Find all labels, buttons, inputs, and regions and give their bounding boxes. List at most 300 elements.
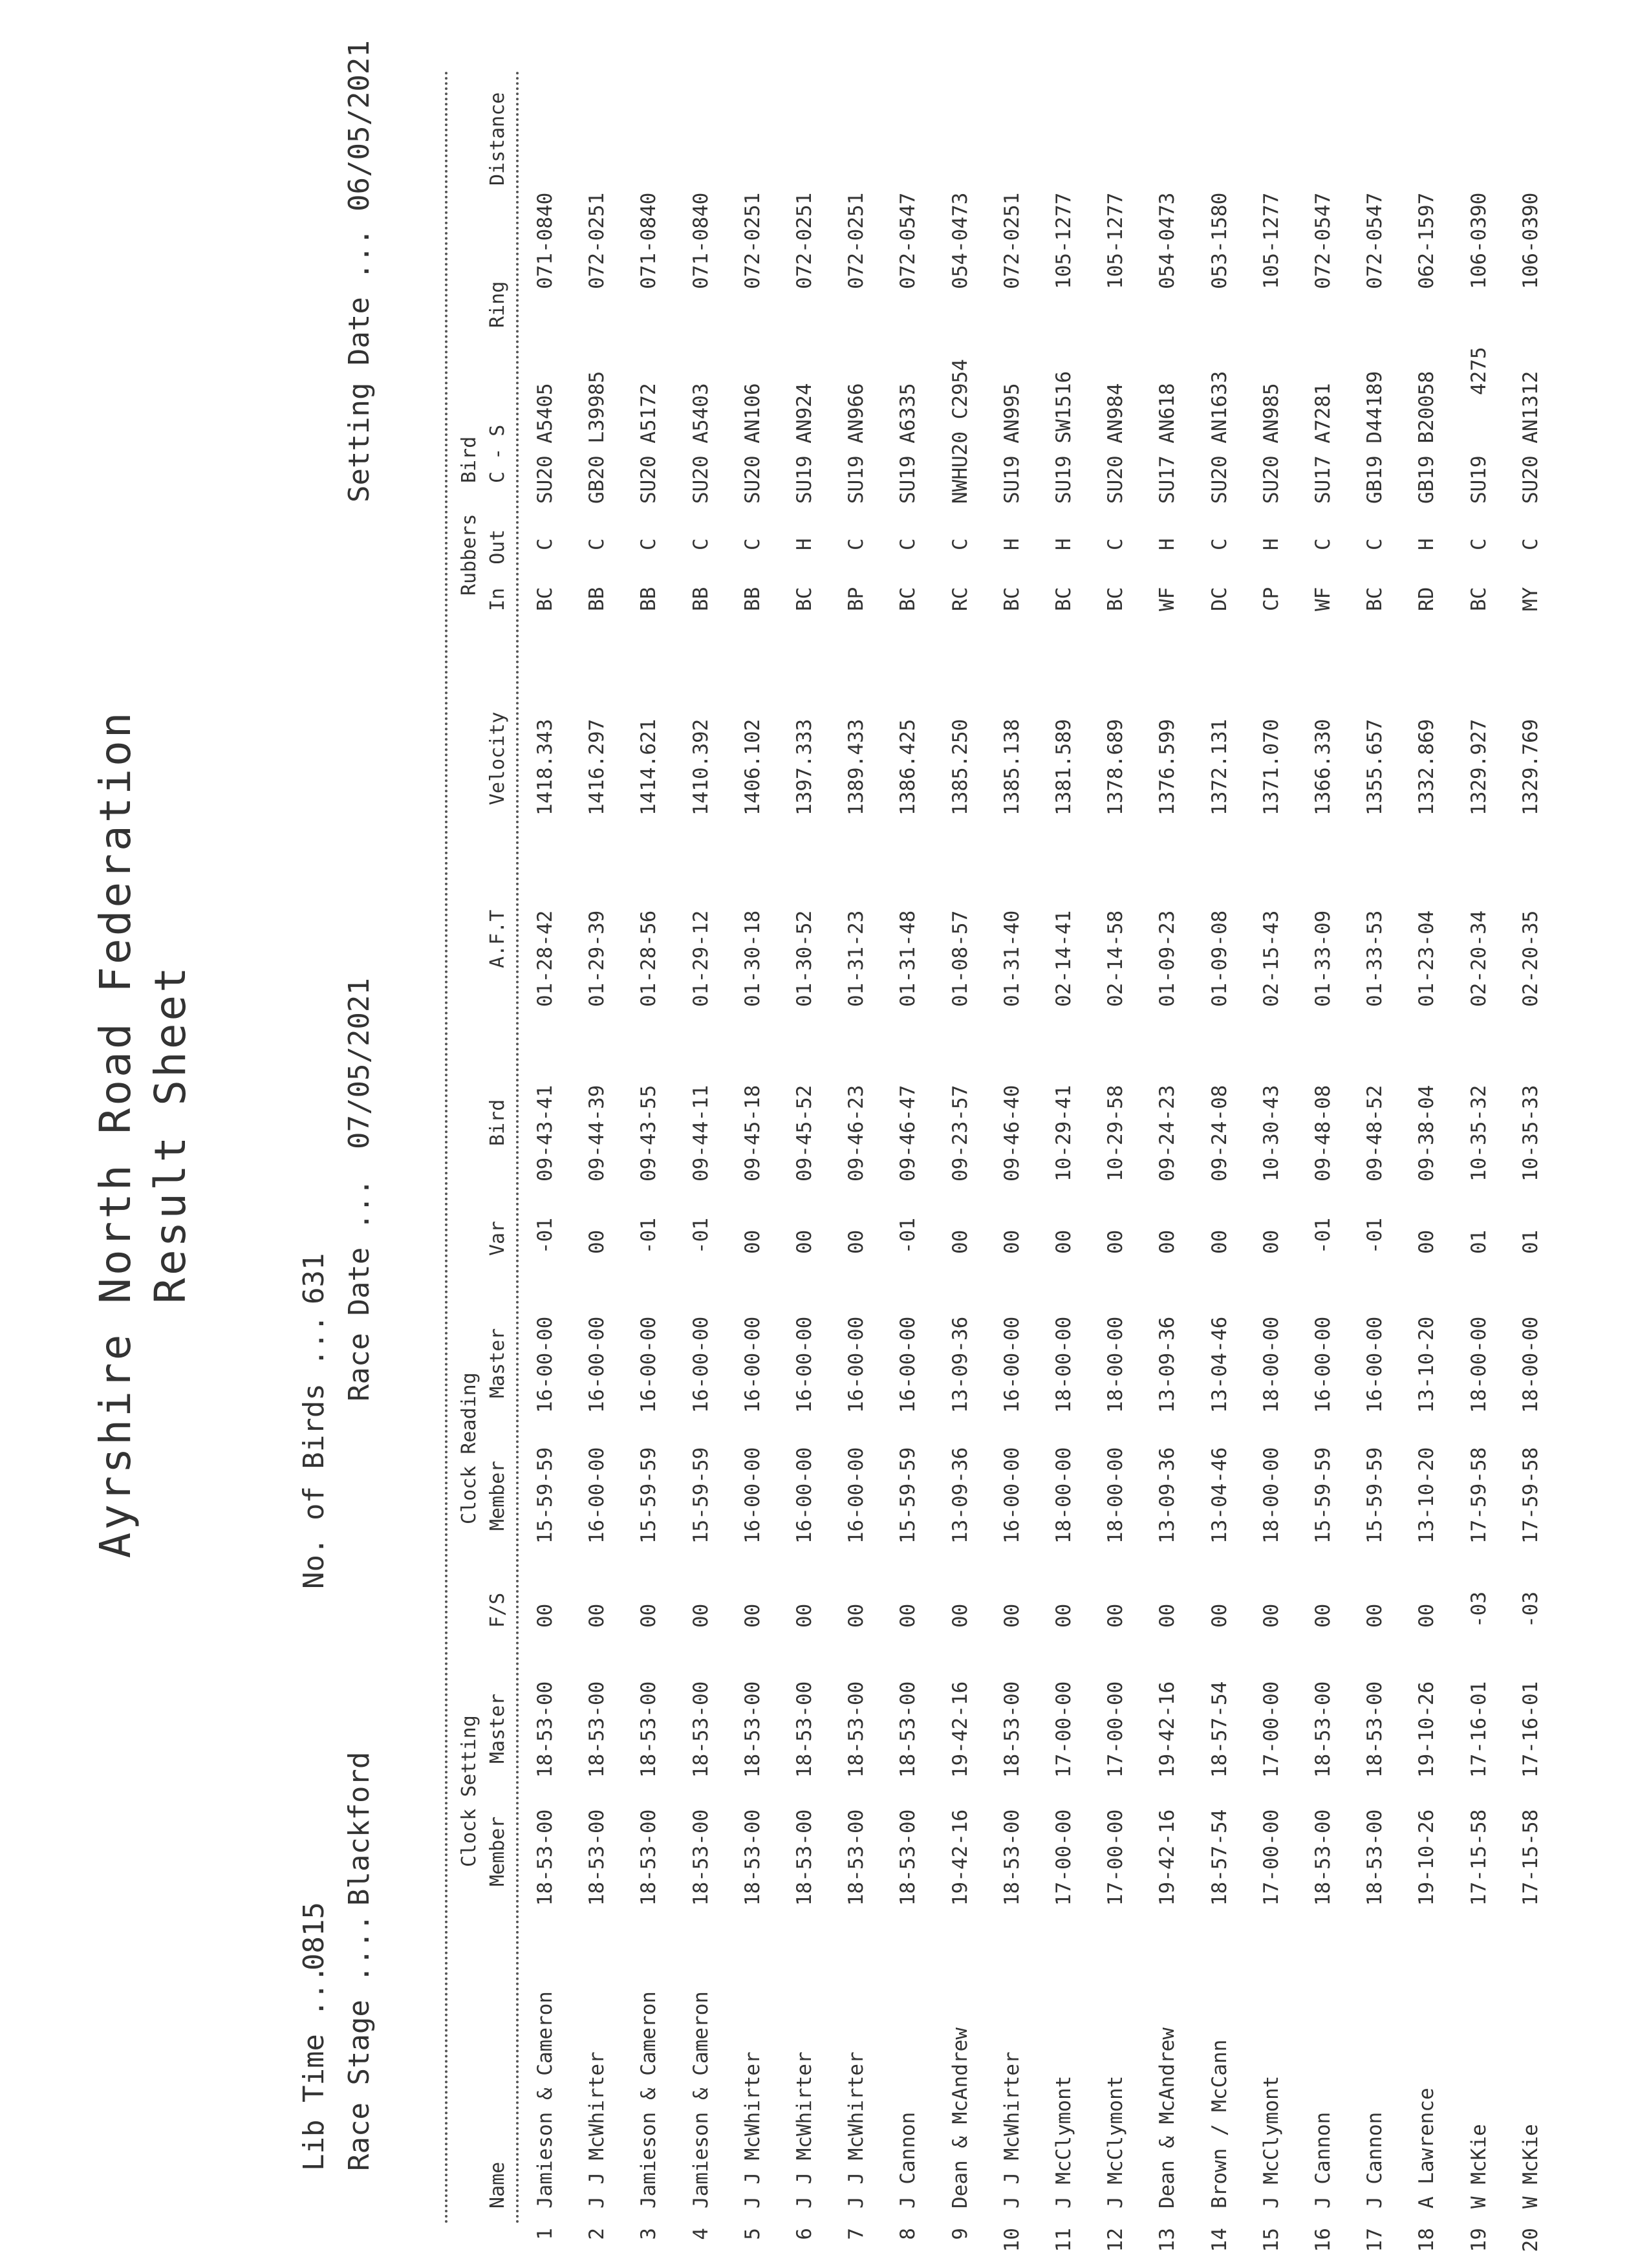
bird-time-cell: 09-45-52 bbox=[793, 1085, 816, 1182]
velocity-cell: 1378.689 bbox=[1104, 718, 1128, 815]
bird-time-cell: 09-38-04 bbox=[1415, 1085, 1439, 1182]
ring-number-cell: 072-0251 bbox=[740, 192, 764, 289]
rubber-out-cell: C bbox=[1104, 538, 1128, 550]
bird-ring-code-cell: SU19 AN995 bbox=[1000, 383, 1024, 504]
clock-setting-member-cell: 18-53-00 bbox=[1311, 1809, 1335, 1906]
race-date-value: 07/05/2021 bbox=[343, 978, 376, 1149]
bird-time-cell: 09-24-08 bbox=[1207, 1085, 1231, 1182]
clock-reading-member-cell: 17-59-58 bbox=[1467, 1447, 1491, 1544]
fast-slow-cell: 00 bbox=[1000, 1603, 1024, 1628]
velocity-cell: 1332.869 bbox=[1415, 718, 1439, 815]
no-of-birds-label: No. of Birds ... bbox=[297, 1315, 330, 1589]
member-name-cell: Jamieson & Cameron bbox=[689, 1991, 713, 2209]
velocity-cell: 1389.433 bbox=[845, 718, 868, 815]
variation-cell: 00 bbox=[1415, 1229, 1439, 1254]
aft-time-cell: 01-30-18 bbox=[740, 910, 764, 1007]
bird-cs-header: C - S bbox=[486, 424, 509, 483]
variation-cell: -01 bbox=[637, 1218, 661, 1254]
bird-ring-code-cell: SU19 4275 bbox=[1467, 347, 1491, 504]
row-number-cell: 16 bbox=[1311, 2228, 1335, 2252]
clock-setting-master-cell: 18-53-00 bbox=[637, 1681, 661, 1778]
velocity-cell: 1385.138 bbox=[1000, 718, 1024, 815]
table-row bbox=[689, 0, 728, 2268]
member-name-cell: Dean & McAndrew bbox=[1156, 2027, 1180, 2209]
member-name-cell: W McKie bbox=[1518, 2124, 1542, 2209]
variation-cell: -01 bbox=[534, 1218, 557, 1254]
aft-time-cell: 02-14-41 bbox=[1052, 910, 1075, 1007]
row-number-cell: 7 bbox=[845, 2228, 868, 2240]
clock-reading-member-cell: 13-09-36 bbox=[948, 1447, 972, 1544]
bird-ring-code-cell: GB19 B20058 bbox=[1415, 371, 1439, 504]
clock-reading-master-cell: 16-00-00 bbox=[534, 1316, 557, 1413]
bird-time-cell: 10-30-43 bbox=[1259, 1085, 1283, 1182]
clock-reading-member-cell: 16-00-00 bbox=[1000, 1447, 1024, 1544]
fast-slow-cell: 00 bbox=[896, 1603, 920, 1628]
bird-time-cell: 10-29-41 bbox=[1052, 1085, 1075, 1182]
aft-time-cell: 01-31-40 bbox=[1000, 910, 1024, 1007]
clock-setting-master-cell: 18-53-00 bbox=[1363, 1681, 1387, 1778]
setting-date-label: Setting Date ... bbox=[343, 228, 376, 502]
bird-ring-code-cell: SU20 A5172 bbox=[637, 383, 661, 504]
row-number-cell: 8 bbox=[896, 2228, 920, 2240]
table-row bbox=[1052, 0, 1091, 2268]
bird-time-cell: 10-35-33 bbox=[1518, 1085, 1542, 1182]
ring-number-cell: 072-0251 bbox=[585, 192, 609, 289]
velocity-cell: 1416.297 bbox=[585, 718, 609, 815]
table-row bbox=[534, 0, 572, 2268]
rubber-in-cell: BC bbox=[1052, 587, 1075, 611]
table-row bbox=[793, 0, 832, 2268]
table-row bbox=[1104, 0, 1143, 2268]
variation-cell: 00 bbox=[1104, 1229, 1128, 1254]
row-number-cell: 17 bbox=[1363, 2228, 1387, 2252]
ring-number-cell: 106-0390 bbox=[1518, 192, 1542, 289]
clock-reading-master-cell: 16-00-00 bbox=[689, 1316, 713, 1413]
bird-ring-code-cell: SU20 A5403 bbox=[689, 383, 713, 504]
bird-ring-code-cell: GB20 L39985 bbox=[585, 371, 609, 504]
row-number-cell: 20 bbox=[1518, 2228, 1542, 2252]
ring-number-cell: 072-0251 bbox=[845, 192, 868, 289]
clock-reading-master-cell: 16-00-00 bbox=[845, 1316, 868, 1413]
member-name-cell: J McClymont bbox=[1104, 2075, 1128, 2209]
bird-time-cell: 09-44-39 bbox=[585, 1085, 609, 1182]
distance-header: Distance bbox=[486, 92, 509, 186]
table-row bbox=[1260, 0, 1299, 2268]
bird-time-cell: 09-46-40 bbox=[1000, 1085, 1024, 1182]
variation-cell: -01 bbox=[896, 1218, 920, 1254]
result-sheet-subtitle: Result Sheet bbox=[146, 964, 195, 1304]
rubber-in-cell: BP bbox=[845, 587, 868, 611]
rubber-in-cell: WF bbox=[1156, 587, 1180, 611]
clock-reading-master-cell: 18-00-00 bbox=[1467, 1316, 1491, 1413]
table-row bbox=[1311, 0, 1350, 2268]
table-row bbox=[1156, 0, 1194, 2268]
velocity-cell: 1406.102 bbox=[740, 718, 764, 815]
fast-slow-cell: 00 bbox=[1207, 1603, 1231, 1628]
bird-ring-code-cell: SU17 A7281 bbox=[1311, 383, 1335, 504]
bird-time-cell: 09-46-47 bbox=[896, 1085, 920, 1182]
ring-number-cell: 071-0840 bbox=[534, 192, 557, 289]
rubber-in-cell: CP bbox=[1259, 587, 1283, 611]
table-row bbox=[1467, 0, 1506, 2268]
clock-setting-member-cell: 17-15-58 bbox=[1467, 1809, 1491, 1906]
clock-reading-member-cell: 16-00-00 bbox=[845, 1447, 868, 1544]
rubber-out-cell: C bbox=[896, 538, 920, 550]
table-row bbox=[1208, 0, 1247, 2268]
fs-header: F/S bbox=[486, 1592, 509, 1628]
clock-reading-member-cell: 13-04-46 bbox=[1207, 1447, 1231, 1544]
bird-ring-code-cell: SU20 A5405 bbox=[534, 383, 557, 504]
fast-slow-cell: -03 bbox=[1467, 1592, 1491, 1628]
clock-setting-master-cell: 18-53-00 bbox=[845, 1681, 868, 1778]
rubber-in-cell: BB bbox=[740, 587, 764, 611]
ring-number-cell: 062-1597 bbox=[1415, 192, 1439, 289]
table-row bbox=[637, 0, 676, 2268]
rubber-out-cell: H bbox=[1415, 538, 1439, 550]
row-number-cell: 10 bbox=[1000, 2228, 1024, 2252]
clock-reading-master-cell: 16-00-00 bbox=[1000, 1316, 1024, 1413]
rubber-out-cell: C bbox=[740, 538, 764, 550]
bird-ring-code-cell: SU17 AN618 bbox=[1156, 383, 1180, 504]
clock-setting-member-cell: 19-10-26 bbox=[1415, 1809, 1439, 1906]
bird-time-cell: 09-44-11 bbox=[689, 1085, 713, 1182]
ring-number-cell: 072-0251 bbox=[1000, 192, 1024, 289]
fast-slow-cell: 00 bbox=[1052, 1603, 1075, 1628]
row-number-cell: 4 bbox=[689, 2228, 713, 2240]
variation-cell: 00 bbox=[1156, 1229, 1180, 1254]
fast-slow-cell: 00 bbox=[1259, 1603, 1283, 1628]
fast-slow-cell: 00 bbox=[948, 1603, 972, 1628]
velocity-cell: 1397.333 bbox=[793, 718, 816, 815]
bird-time-cell: 09-43-41 bbox=[534, 1085, 557, 1182]
member-name-cell: J J McWhirter bbox=[1000, 2051, 1024, 2209]
member-name-cell: J McClymont bbox=[1259, 2075, 1283, 2209]
rubber-out-cell: H bbox=[1052, 538, 1075, 550]
rubber-out-cell: C bbox=[637, 538, 661, 550]
clock-reading-master-cell: 16-00-00 bbox=[1363, 1316, 1387, 1413]
aft-time-cell: 02-20-35 bbox=[1518, 910, 1542, 1007]
bird-ring-code-cell: SU20 AN984 bbox=[1104, 383, 1128, 504]
ring-number-cell: 053-1580 bbox=[1207, 192, 1231, 289]
clock-setting-member-cell: 18-53-00 bbox=[689, 1809, 713, 1906]
variation-cell: 01 bbox=[1467, 1229, 1491, 1254]
clock-setting-member-cell: 17-00-00 bbox=[1259, 1809, 1283, 1906]
clock-setting-member-cell: 18-57-54 bbox=[1207, 1809, 1231, 1906]
member-name-cell: J J McWhirter bbox=[740, 2051, 764, 2209]
clock-setting-master-header: Master bbox=[486, 1693, 509, 1764]
bird-ring-code-cell: NWHU20 C2954 bbox=[948, 359, 972, 504]
ring-number-cell: 072-0547 bbox=[1311, 192, 1335, 289]
clock-reading-master-cell: 18-00-00 bbox=[1259, 1316, 1283, 1413]
no-of-birds-value: 631 bbox=[297, 1253, 330, 1304]
clock-reading-master-cell: 13-09-36 bbox=[948, 1316, 972, 1413]
bird-ring-code-cell: SU20 AN106 bbox=[740, 383, 764, 504]
bird-time-cell: 09-45-18 bbox=[740, 1085, 764, 1182]
velocity-cell: 1329.769 bbox=[1518, 718, 1542, 815]
member-name-cell: J Cannon bbox=[1311, 2111, 1335, 2209]
clock-setting-master-cell: 18-53-00 bbox=[585, 1681, 609, 1778]
bird-time-cell: 10-35-32 bbox=[1467, 1085, 1491, 1182]
rubbers-header: Rubbers bbox=[458, 513, 480, 596]
aft-time-cell: 01-29-39 bbox=[585, 910, 609, 1007]
table-row bbox=[896, 0, 935, 2268]
clock-setting-member-cell: 18-53-00 bbox=[1363, 1809, 1387, 1906]
aft-time-cell: 01-08-57 bbox=[948, 910, 972, 1007]
aft-time-cell: 01-33-09 bbox=[1311, 910, 1335, 1007]
clock-setting-member-cell: 18-53-00 bbox=[896, 1809, 920, 1906]
fast-slow-cell: 00 bbox=[689, 1603, 713, 1628]
member-name-cell: J Cannon bbox=[896, 2111, 920, 2209]
velocity-cell: 1376.599 bbox=[1156, 718, 1180, 815]
fast-slow-cell: 00 bbox=[534, 1603, 557, 1628]
lib-time-value: 0815 bbox=[297, 1902, 330, 1971]
row-number-cell: 11 bbox=[1052, 2228, 1075, 2252]
race-stage-label: Race Stage .... bbox=[343, 1914, 376, 2171]
lib-time-label: Lib Time ... bbox=[297, 1965, 330, 2171]
clock-setting-member-cell: 18-53-00 bbox=[740, 1809, 764, 1906]
rubber-in-cell: BC bbox=[534, 587, 557, 611]
ring-number-cell: 106-0390 bbox=[1467, 192, 1491, 289]
variation-cell: 00 bbox=[845, 1229, 868, 1254]
clock-setting-member-cell: 17-00-00 bbox=[1052, 1809, 1075, 1906]
clock-setting-master-cell: 17-16-01 bbox=[1518, 1681, 1542, 1778]
aft-time-cell: 01-31-23 bbox=[845, 910, 868, 1007]
variation-cell: 00 bbox=[1052, 1229, 1075, 1254]
velocity-cell: 1386.425 bbox=[896, 718, 920, 815]
rubber-in-cell: BC bbox=[1363, 587, 1387, 611]
variation-cell: 00 bbox=[948, 1229, 972, 1254]
table-row bbox=[585, 0, 624, 2268]
bird-ring-code-cell: SU19 SW1516 bbox=[1052, 371, 1075, 504]
ring-number-cell: 054-0473 bbox=[948, 192, 972, 289]
clock-reading-header: Clock Reading bbox=[458, 1372, 480, 1524]
bird-ring-code-cell: SU20 AN1633 bbox=[1207, 371, 1231, 504]
clock-reading-master-cell: 13-04-46 bbox=[1207, 1316, 1231, 1413]
aft-time-cell: 01-31-48 bbox=[896, 910, 920, 1007]
rubber-in-cell: MY bbox=[1518, 587, 1542, 611]
rubber-out-cell: C bbox=[1207, 538, 1231, 550]
member-name-cell: W McKie bbox=[1467, 2124, 1491, 2209]
rubber-out-cell: C bbox=[1363, 538, 1387, 550]
clock-setting-master-cell: 18-53-00 bbox=[534, 1681, 557, 1778]
velocity-cell: 1410.392 bbox=[689, 718, 713, 815]
velocity-cell: 1418.343 bbox=[534, 718, 557, 815]
bird-ring-code-cell: GB19 D44189 bbox=[1363, 371, 1387, 504]
aft-time-cell: 01-28-42 bbox=[534, 910, 557, 1007]
velocity-cell: 1355.657 bbox=[1363, 718, 1387, 815]
row-number-cell: 14 bbox=[1207, 2228, 1231, 2252]
header-top-divider bbox=[445, 69, 447, 2223]
ring-number-cell: 105-1277 bbox=[1052, 192, 1075, 289]
variation-cell: 00 bbox=[793, 1229, 816, 1254]
clock-setting-member-cell: 18-53-00 bbox=[585, 1809, 609, 1906]
clock-reading-member-cell: 17-59-58 bbox=[1518, 1447, 1542, 1544]
aft-time-cell: 02-20-34 bbox=[1467, 910, 1491, 1007]
bird-time-cell: 09-23-57 bbox=[948, 1085, 972, 1182]
rubber-out-cell: H bbox=[1000, 538, 1024, 550]
rubber-out-cell: C bbox=[585, 538, 609, 550]
ring-number-cell: 071-0840 bbox=[689, 192, 713, 289]
velocity-cell: 1366.330 bbox=[1311, 718, 1335, 815]
row-number-cell: 2 bbox=[585, 2228, 609, 2240]
table-row bbox=[1519, 0, 1558, 2268]
rubber-in-cell: BB bbox=[637, 587, 661, 611]
member-name-cell: J Cannon bbox=[1363, 2111, 1387, 2209]
rubber-out-cell: C bbox=[689, 538, 713, 550]
clock-reading-master-cell: 16-00-00 bbox=[896, 1316, 920, 1413]
velocity-cell: 1372.131 bbox=[1207, 718, 1231, 815]
var-header: Var bbox=[486, 1220, 509, 1256]
rubber-out-cell: C bbox=[845, 538, 868, 550]
rubber-out-cell: C bbox=[948, 538, 972, 550]
clock-setting-member-cell: 18-53-00 bbox=[845, 1809, 868, 1906]
variation-cell: 00 bbox=[585, 1229, 609, 1254]
rubber-in-cell: DC bbox=[1207, 587, 1231, 611]
row-number-cell: 15 bbox=[1259, 2228, 1283, 2252]
name-header: Name bbox=[486, 2161, 509, 2209]
clock-setting-master-cell: 17-16-01 bbox=[1467, 1681, 1491, 1778]
row-number-cell: 18 bbox=[1415, 2228, 1439, 2252]
bird-ring-code-cell: SU19 AN966 bbox=[845, 383, 868, 504]
bird-time-cell: 09-43-55 bbox=[637, 1085, 661, 1182]
bird-ring-code-cell: SU20 AN985 bbox=[1259, 383, 1283, 504]
rubber-in-cell: BC bbox=[1104, 587, 1128, 611]
clock-setting-master-cell: 18-53-00 bbox=[896, 1681, 920, 1778]
setting-date-value: 06/05/2021 bbox=[343, 40, 376, 211]
clock-setting-master-cell: 17-00-00 bbox=[1052, 1681, 1075, 1778]
clock-setting-member-cell: 18-53-00 bbox=[534, 1809, 557, 1906]
clock-reading-member-cell: 15-59-59 bbox=[689, 1447, 713, 1544]
member-name-cell: Jamieson & Cameron bbox=[534, 1991, 557, 2209]
velocity-cell: 1371.070 bbox=[1259, 718, 1283, 815]
bird-time-cell: 09-48-52 bbox=[1363, 1085, 1387, 1182]
race-stage-value: Blackford bbox=[343, 1751, 376, 1906]
bird-time-cell: 09-46-23 bbox=[845, 1085, 868, 1182]
rubber-in-cell: WF bbox=[1311, 587, 1335, 611]
clock-reading-master-header: Master bbox=[486, 1328, 509, 1398]
velocity-cell: 1385.250 bbox=[948, 718, 972, 815]
rubber-in-cell: BB bbox=[585, 587, 609, 611]
table-row bbox=[741, 0, 780, 2268]
rubber-out-cell: C bbox=[534, 538, 557, 550]
clock-reading-member-cell: 13-09-36 bbox=[1156, 1447, 1180, 1544]
bird-ring-code-cell: SU19 A6335 bbox=[896, 383, 920, 504]
bird-ring-code-cell: SU19 AN924 bbox=[793, 383, 816, 504]
table-row bbox=[1415, 0, 1454, 2268]
variation-cell: -01 bbox=[1311, 1218, 1335, 1254]
clock-reading-master-cell: 13-09-36 bbox=[1156, 1316, 1180, 1413]
aft-time-cell: 01-09-08 bbox=[1207, 910, 1231, 1007]
rubber-in-cell: BB bbox=[689, 587, 713, 611]
clock-setting-header: Clock Setting bbox=[458, 1715, 480, 1867]
fast-slow-cell: 00 bbox=[637, 1603, 661, 1628]
aft-time-cell: 01-23-04 bbox=[1415, 910, 1439, 1007]
bird-ring-code-cell: SU20 AN1312 bbox=[1518, 371, 1542, 504]
clock-setting-master-cell: 19-42-16 bbox=[948, 1681, 972, 1778]
bird-cs-top-header: Bird bbox=[458, 436, 480, 483]
clock-reading-master-cell: 13-10-20 bbox=[1415, 1316, 1439, 1413]
bird-time-cell: 09-48-08 bbox=[1311, 1085, 1335, 1182]
row-number-cell: 3 bbox=[637, 2228, 661, 2240]
clock-setting-master-cell: 19-42-16 bbox=[1156, 1681, 1180, 1778]
rubber-in-cell: RC bbox=[948, 587, 972, 611]
variation-cell: -01 bbox=[689, 1218, 713, 1254]
fast-slow-cell: 00 bbox=[1415, 1603, 1439, 1628]
fast-slow-cell: -03 bbox=[1518, 1592, 1542, 1628]
clock-reading-member-cell: 15-59-59 bbox=[534, 1447, 557, 1544]
row-number-cell: 13 bbox=[1156, 2228, 1180, 2252]
aft-time-cell: 01-29-12 bbox=[689, 910, 713, 1007]
clock-reading-master-cell: 18-00-00 bbox=[1518, 1316, 1542, 1413]
ring-number-cell: 105-1277 bbox=[1259, 192, 1283, 289]
rubbers-in-out-header: In Out bbox=[486, 529, 509, 611]
aft-time-cell: 01-28-56 bbox=[637, 910, 661, 1007]
fast-slow-cell: 00 bbox=[1363, 1603, 1387, 1628]
aft-time-cell: 02-14-58 bbox=[1104, 910, 1128, 1007]
clock-setting-master-cell: 17-00-00 bbox=[1104, 1681, 1128, 1778]
member-name-cell: J J McWhirter bbox=[793, 2051, 816, 2209]
member-name-cell: J J McWhirter bbox=[585, 2051, 609, 2209]
variation-cell: 00 bbox=[1000, 1229, 1024, 1254]
ring-number-cell: 072-0547 bbox=[896, 192, 920, 289]
row-number-cell: 9 bbox=[948, 2228, 972, 2240]
table-row bbox=[1363, 0, 1402, 2268]
clock-setting-master-cell: 18-53-00 bbox=[740, 1681, 764, 1778]
clock-setting-master-cell: 18-53-00 bbox=[1311, 1681, 1335, 1778]
clock-reading-member-cell: 15-59-59 bbox=[1311, 1447, 1335, 1544]
clock-reading-master-cell: 16-00-00 bbox=[793, 1316, 816, 1413]
fast-slow-cell: 00 bbox=[1104, 1603, 1128, 1628]
federation-title: Ayrshire North Road Federation bbox=[91, 709, 140, 1559]
clock-reading-member-cell: 18-00-00 bbox=[1259, 1447, 1283, 1544]
aft-time-cell: 02-15-43 bbox=[1259, 910, 1283, 1007]
race-date-label: Race Date ... bbox=[343, 1178, 376, 1401]
clock-reading-member-header: Member bbox=[486, 1460, 509, 1531]
clock-reading-master-cell: 18-00-00 bbox=[1052, 1316, 1075, 1413]
clock-reading-member-cell: 15-59-59 bbox=[896, 1447, 920, 1544]
row-number-cell: 12 bbox=[1104, 2228, 1128, 2252]
clock-setting-master-cell: 17-00-00 bbox=[1259, 1681, 1283, 1778]
variation-cell: 01 bbox=[1518, 1229, 1542, 1254]
member-name-cell: J J McWhirter bbox=[845, 2051, 868, 2209]
fast-slow-cell: 00 bbox=[845, 1603, 868, 1628]
variation-cell: 00 bbox=[1207, 1229, 1231, 1254]
header-bottom-divider bbox=[516, 69, 519, 2223]
clock-setting-master-cell: 18-57-54 bbox=[1207, 1681, 1231, 1778]
clock-setting-master-cell: 18-53-00 bbox=[689, 1681, 713, 1778]
clock-reading-master-cell: 18-00-00 bbox=[1104, 1316, 1128, 1413]
clock-reading-member-cell: 18-00-00 bbox=[1052, 1447, 1075, 1544]
variation-cell: 00 bbox=[1259, 1229, 1283, 1254]
rubber-in-cell: BC bbox=[1000, 587, 1024, 611]
rubber-out-cell: H bbox=[1156, 538, 1180, 550]
row-number-cell: 5 bbox=[740, 2228, 764, 2240]
clock-reading-member-cell: 16-00-00 bbox=[740, 1447, 764, 1544]
rubber-in-cell: RD bbox=[1415, 587, 1439, 611]
clock-setting-member-cell: 18-53-00 bbox=[793, 1809, 816, 1906]
ring-number-cell: 072-0547 bbox=[1363, 192, 1387, 289]
clock-setting-member-cell: 19-42-16 bbox=[1156, 1809, 1180, 1906]
aft-header: A.F.T bbox=[486, 909, 509, 968]
ring-number-cell: 105-1277 bbox=[1104, 192, 1128, 289]
member-name-cell: Jamieson & Cameron bbox=[637, 1991, 661, 2209]
row-number-cell: 1 bbox=[534, 2228, 557, 2240]
rubber-out-cell: H bbox=[793, 538, 816, 550]
ring-number-cell: 054-0473 bbox=[1156, 192, 1180, 289]
rubber-out-cell: C bbox=[1518, 538, 1542, 550]
velocity-header: Velocity bbox=[486, 711, 509, 805]
clock-setting-master-cell: 18-53-00 bbox=[1000, 1681, 1024, 1778]
